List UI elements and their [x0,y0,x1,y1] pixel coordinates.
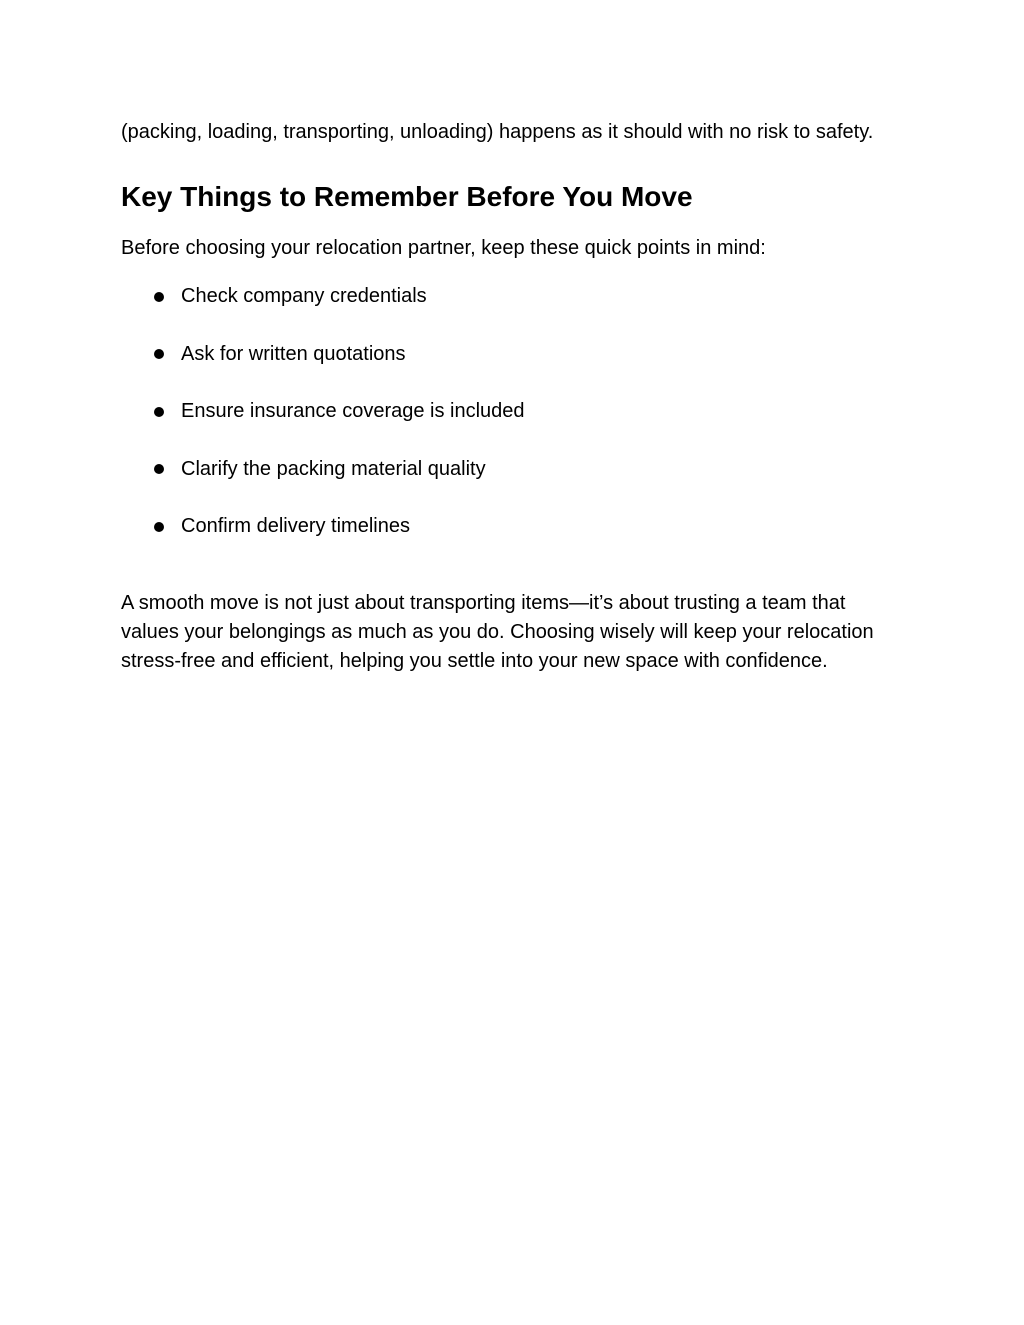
list-item [121,397,891,426]
list-item [121,455,891,484]
checklist [121,282,891,541]
list-item [121,340,891,369]
bullet-icon [154,464,164,474]
intro-paragraph: Before choosing your relocation partner, keep these quick points in mind: [121,237,766,259]
list-item-text: Ensure insurance coverage is included [181,400,525,422]
list-item-text: Clarify the packing material quality [181,457,486,480]
list-item [121,512,891,541]
list-item [121,282,891,311]
bullet-icon [154,349,164,359]
section-heading: Key Things to Remember Before You Move [121,181,693,212]
list-item-text: Ask for written quotations [181,342,406,365]
continuation-paragraph: (packing, loading, transporting, unloading) happens as it should with no risk to safety. [121,121,874,143]
bullet-icon [154,522,164,532]
document-page [121,118,891,676]
closing-paragraph: A smooth move is not just about transporting items—it’s about trusting a team that values your belongings as much as you do. Choosing wisely will keep your relocation stress-free and efficient, helping you settle into your new space with confidence. [121,592,874,672]
list-item-text: Confirm delivery timelines [181,515,410,537]
bullet-icon [154,407,164,417]
list-item-text: Check company credentials [181,285,427,307]
bullet-icon [154,292,164,302]
